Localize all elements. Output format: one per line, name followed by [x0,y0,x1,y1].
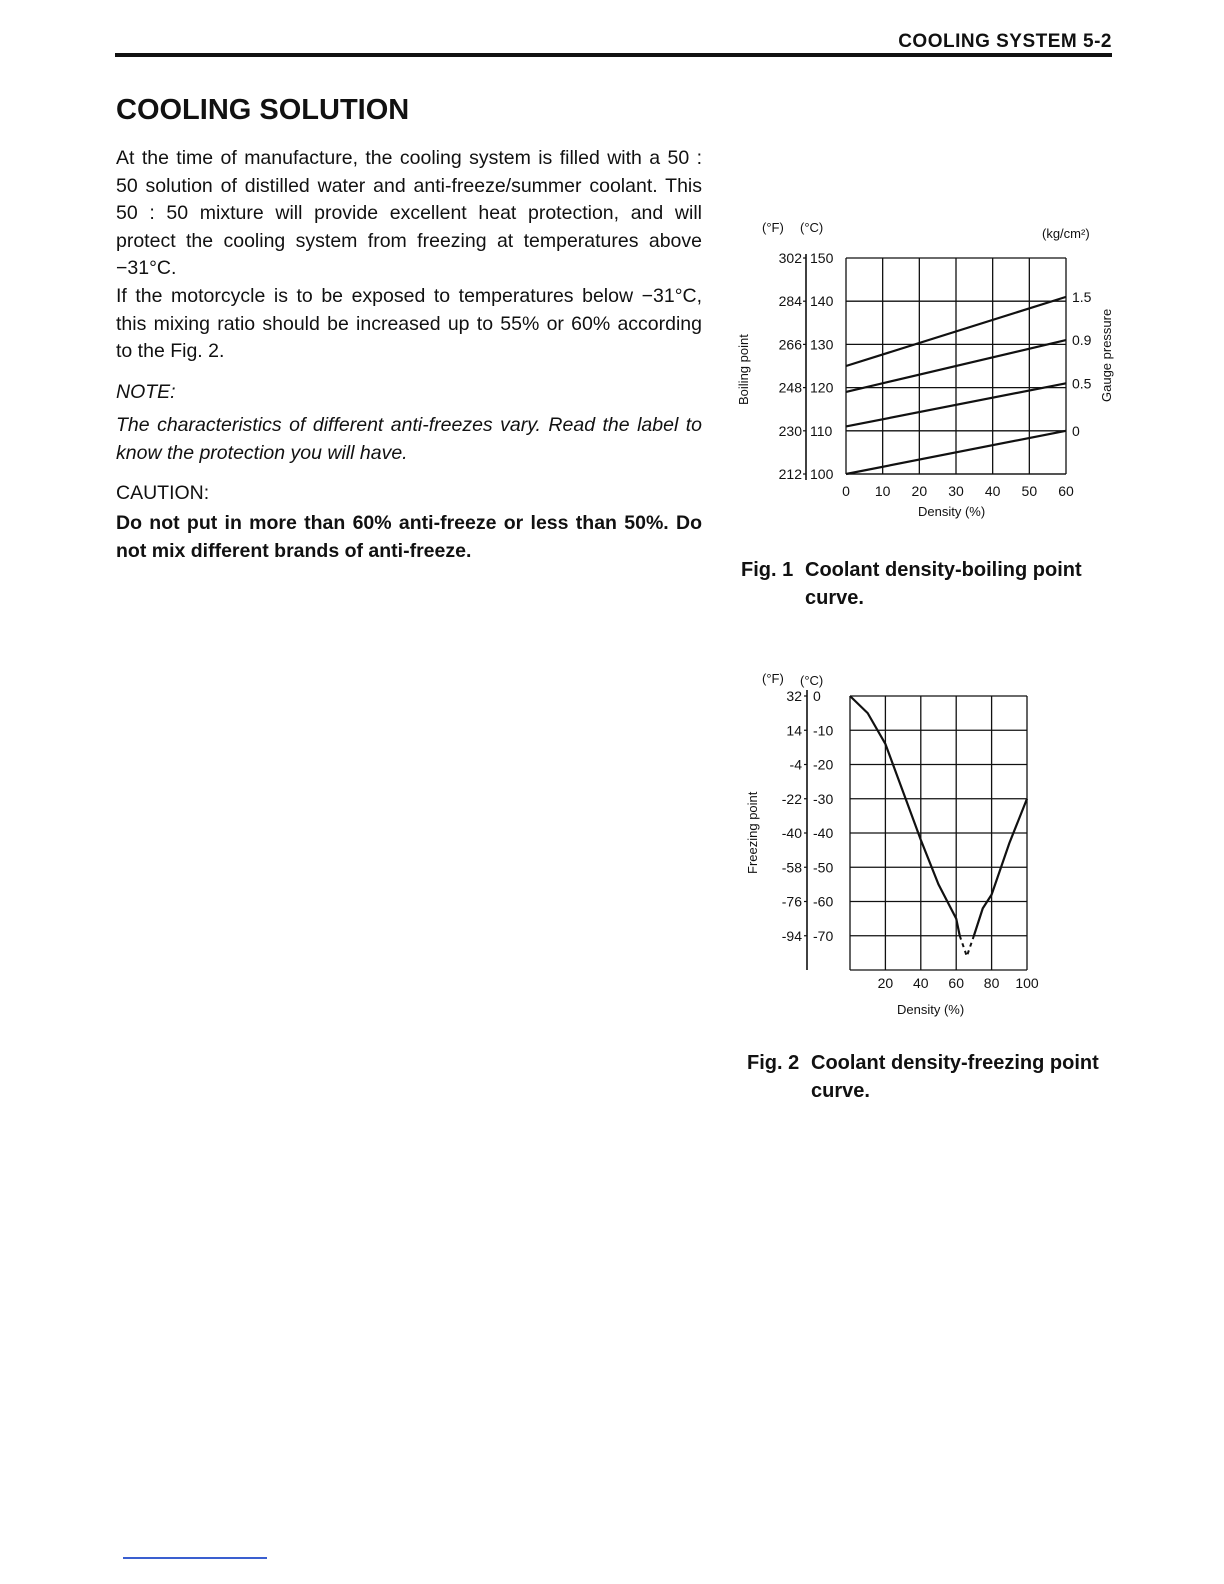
boiling-y2label: Gauge pressure [1099,308,1114,402]
boiling-ytick-f: 212 [778,466,802,482]
fig2-number: Fig. 2 [747,1052,800,1074]
freezing-xlabel: Density (%) [897,1002,965,1017]
boiling-ytick-f: 266 [778,336,802,353]
second-paragraph [116,283,702,366]
freezing-ytick-f: -4 [789,756,802,773]
freezing-ytick-f: -58 [781,859,802,876]
boiling-xtick: 60 [1058,483,1074,499]
boiling-ytick-c: 150 [810,250,834,266]
freezing-ytick-c: -60 [813,893,834,910]
boiling-ytick-c: 100 [810,466,834,482]
freezing-xtick: 60 [948,975,964,991]
boiling-xtick: 50 [1021,483,1038,499]
boiling-y2tick: 1.5 [1072,288,1092,305]
paragraph-1: At the time of manufacture, the cooling system is filled with a 50 : 50 solution of distilled water and anti-freeze/summer coolant. This 50 : 50 mixture will provide excellent heat protection, and will protect the cooling system from freezing at temperatures above −31°C. [116,147,702,280]
page-title: COOLING SOLUTION [116,94,410,126]
caution-heading: CAUTION: [116,482,210,504]
boiling-xtick: 0 [842,483,850,499]
freezing-ytick-f: -76 [781,893,802,910]
freezing-point-chart [720,660,1060,1030]
boiling-unit-c: (°C) [800,220,824,235]
boiling-point-chart [720,210,1130,530]
freezing-dashed-segment [960,936,974,957]
note-text: The characteristics of different anti-freezes vary. Read the label to know the protection you will have. [116,414,702,464]
boiling-ytick-f: 248 [778,379,802,396]
freezing-chart-series [850,696,1027,956]
freezing-ytick-c: -40 [813,825,834,841]
boiling-ytick-c: 130 [810,336,834,353]
boiling-unit-pressure: (kg/cm²) [1042,226,1090,241]
freezing-ylabel: Freezing point [745,791,760,874]
caution-text: Do not put in more than 60% anti-freeze or less than 50%. Do not mix different brands of anti-freeze. [116,512,702,562]
fig1-number: Fig. 1 [741,559,794,581]
freezing-ytick-c: -10 [813,722,834,739]
boiling-xtick: 10 [874,483,891,499]
boiling-ytick-f: 284 [778,293,802,310]
note-heading: NOTE: [116,381,176,403]
boiling-xtick: 30 [948,483,964,499]
boiling-y2tick: 0 [1072,422,1080,439]
boiling-ytick-c: 120 [810,379,834,396]
freezing-ytick-c: 0 [813,688,821,704]
freezing-unit-f: (°F) [762,671,784,686]
boiling-y2tick: 0.5 [1072,375,1092,392]
fig1-caption-line2: curve. [805,587,864,609]
freezing-xtick: 40 [913,975,929,991]
freezing-ytick-f: -22 [781,790,802,807]
freezing-chart-ticks [782,688,1039,991]
freezing-series-line-0 [850,696,960,936]
boiling-ytick-c: 110 [810,422,833,439]
boiling-y2tick: 0.9 [1072,332,1092,349]
intro-paragraph [116,145,702,283]
caution-block [116,482,702,565]
fig2-caption [747,1049,1099,1105]
section-header: COOLING SYSTEM 5-2 [898,31,1112,52]
header-rule [115,53,1112,57]
boiling-ytick-f: 230 [778,422,802,439]
freezing-ytick-c: -70 [813,927,834,944]
boiling-xlabel: Density (%) [918,504,986,519]
boiling-unit-f: (°F) [762,220,784,235]
freezing-ytick-f: -40 [781,825,802,841]
freezing-xtick: 80 [983,975,1000,991]
fig1-caption [741,556,1082,612]
freezing-unit-c: (°C) [800,673,824,688]
boiling-ytick-f: 302 [778,250,802,266]
freezing-ytick-c: -30 [813,790,834,807]
fig2-caption-line1: Coolant density-freezing point [811,1052,1099,1074]
paragraph-2: If the motorcycle is to be exposed to temperatures below −31°C, this mixing ratio should be increased up to 55% or 60% according to the Fig. 2. [116,285,702,363]
boiling-ylabel: Boiling point [736,334,751,405]
freezing-xtick: 100 [1015,975,1039,991]
boiling-xtick: 20 [911,483,928,499]
freezing-ytick-c: -20 [813,756,834,773]
boiling-chart-ticks [779,250,1092,499]
boiling-ytick-c: 140 [810,293,834,310]
freezing-xtick: 20 [877,975,894,991]
freezing-ytick-f: 32 [786,688,802,704]
freezing-ytick-f: 14 [786,722,802,739]
footer-link-underline [123,1557,267,1559]
freezing-ytick-c: -50 [813,859,834,876]
boiling-xtick: 40 [984,483,1001,499]
fig2-caption-line2: curve. [811,1080,870,1102]
boiling-chart-grid [806,254,1066,480]
fig1-caption-line1: Coolant density-boiling point [805,559,1082,581]
freezing-ytick-f: -94 [781,927,802,944]
note-block [116,381,702,467]
